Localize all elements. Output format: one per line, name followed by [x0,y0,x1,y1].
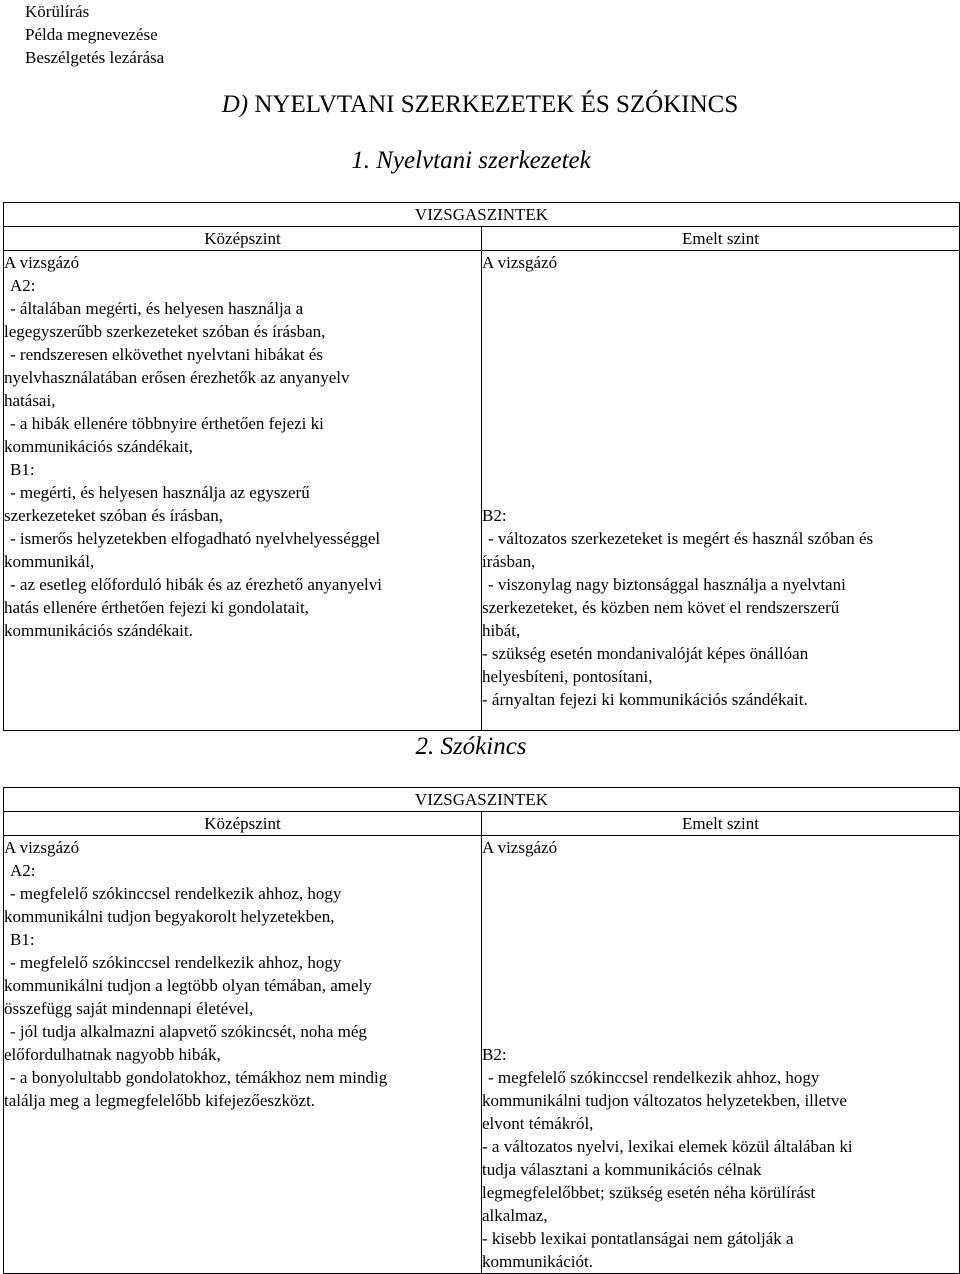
text-line: - rendszeresen elkövethet nyelvtani hibákat és [10,345,323,364]
text-line: - megfelelő szókinccsel rendelkezik ahhoz, hogy [10,953,342,972]
text-line: kommunikációs szándékait, [4,437,193,456]
text-line: - a változatos nyelvi, lexikai elemek közül általában ki [482,1137,853,1156]
level-label: B2: [482,506,507,525]
text-line: kommunikációt. [482,1252,593,1271]
text-line: - ismerős helyzetekben elfogadható nyelvhelyességgel [10,529,381,548]
text-line: hibát, [482,621,521,640]
level-label: A2: [10,861,36,880]
advanced-level-cell [482,251,960,731]
main-title-text: NYELVTANI SZERKEZETEK ÉS SZÓKINCS [254,91,739,118]
cell-intro: A vizsgázó [4,253,80,272]
top-list-item: Példa megnevezése [25,25,158,44]
text-line: találja meg a legmegfelelőbb kifejezőeszközt. [4,1091,316,1110]
text-line: összefügg saját mindennapi életével, [4,999,254,1018]
text-line: - megfelelő szókinccsel rendelkezik ahhoz, hogy [488,1068,820,1087]
section-title-vocabulary: 2. Szókincs [415,733,527,760]
cell-intro: A vizsgázó [482,838,558,857]
text-line: hatás ellenére érthetően fejezi ki gondolatait, [4,598,309,617]
column-header-advanced-level: Emelt szint [482,227,960,251]
text-line: írásban, [482,552,536,571]
cell-intro: A vizsgázó [4,838,80,857]
table-header: VIZSGASZINTEK [4,203,960,227]
text-line: kommunikációs szándékait. [4,621,193,640]
main-title [0,90,960,120]
text-line: - kisebb lexikai pontatlanságai nem gátolják a [482,1229,794,1248]
top-list [25,0,164,69]
text-line: - jól tudja alkalmazni alapvető szókincsét, noha még [10,1022,367,1041]
text-line: - viszonylag nagy biztonsággal használja a nyelvtani [488,575,846,594]
text-line: hatásai, [4,391,56,410]
text-line: - megfelelő szókinccsel rendelkezik ahhoz, hogy [10,884,342,903]
level-label: B1: [10,460,35,479]
text-line: szerkezeteket, és közben nem követ el rendszerszerű [482,598,840,617]
column-header-mid-level: Középszint [4,227,482,251]
levels-table-grammar [3,202,960,731]
top-list-item: Beszélgetés lezárása [25,48,165,67]
column-header-advanced-level: Emelt szint [482,812,960,836]
text-line: kommunikálni tudjon begyakorolt helyzetekben, [4,907,335,926]
text-line: kommunikálni tudjon a legtöbb olyan témában, amely [4,976,372,995]
top-list-item: Körülírás [25,2,90,21]
text-line: - változatos szerkezeteket is megért és használ szóban és [488,529,874,548]
spacer [482,274,959,504]
cell-intro: A vizsgázó [482,253,558,272]
table-header: VIZSGASZINTEK [4,788,960,812]
level-label: B2: [482,1045,507,1064]
level-label: A2: [10,276,36,295]
text-line: legmegfelelőbbet; szükség esetén néha körülírást [482,1183,816,1202]
text-line: előfordulhatnak nagyobb hibák, [4,1045,221,1064]
text-line: tudja választani a kommunikációs célnak [482,1160,762,1179]
text-line: alkalmaz, [482,1206,548,1225]
mid-level-cell [4,836,482,1274]
text-line: - a hibák ellenére többnyire érthetően fejezi ki [10,414,324,433]
text-line: - általában megérti, és helyesen használja a [10,299,304,318]
advanced-level-cell [482,836,960,1274]
text-line: - megérti, és helyesen használja az egyszerű [10,483,310,502]
text-line: kommunikál, [4,552,95,571]
section-title-grammar: 1. Nyelvtani szerkezetek [351,147,591,174]
text-line: - árnyaltan fejezi ki kommunikációs szándékait. [482,690,808,709]
text-line: elvont témákról, [482,1114,594,1133]
text-line: nyelvhasználatában erősen érezhetők az anyanyelv [4,368,350,387]
mid-level-cell [4,251,482,731]
text-line: szerkezeteket szóban és írásban, [4,506,223,525]
text-line: - az esetleg előforduló hibák és az érezhető anyanyelvi [10,575,382,594]
text-line: helyesbíteni, pontosítani, [482,667,653,686]
text-line: - szükség esetén mondanivalóját képes önállóan [482,644,809,663]
spacer [482,859,959,1043]
text-line: kommunikálni tudjon változatos helyzetekben, illetve [482,1091,847,1110]
main-title-letter: D) [221,91,249,118]
levels-table-vocabulary [3,787,960,1274]
text-line: legegyszerűbb szerkezeteket szóban és írásban, [4,322,326,341]
column-header-mid-level: Középszint [4,812,482,836]
level-label: B1: [10,930,35,949]
text-line: - a bonyolultabb gondolatokhoz, témákhoz nem mindig [10,1068,388,1087]
